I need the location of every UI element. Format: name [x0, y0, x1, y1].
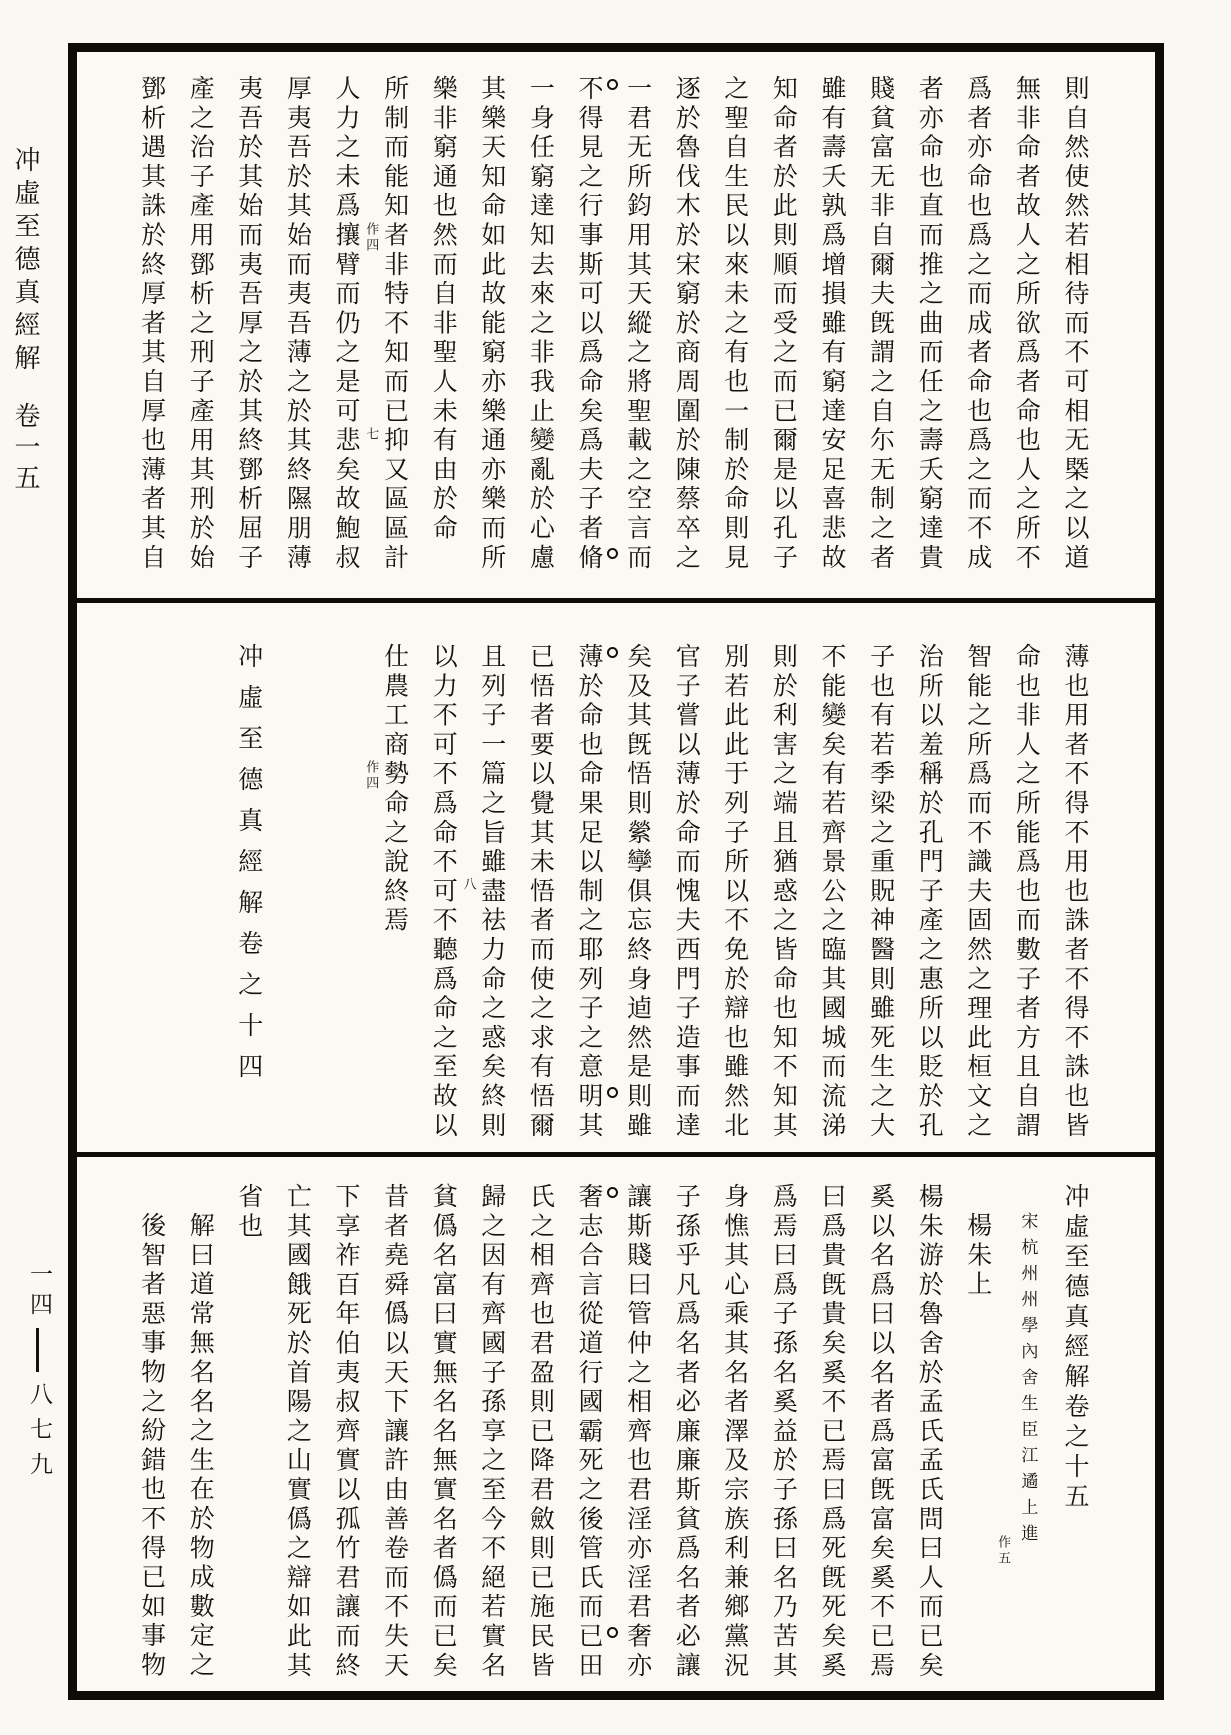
text-column: 產之治子產用鄧析之刑子產用其刑於始 — [186, 75, 216, 574]
text-column: 奢志合言從道行國霸死之後管氏而已田 — [575, 1183, 604, 1682]
margin-volume-label: 卷一五 — [10, 402, 40, 495]
margin-page-number-dash — [36, 1328, 39, 1372]
text-column: 則自然使然若相待而不可相无槩之以道 — [1061, 75, 1090, 574]
text-column: 昔者堯舜僞以天下讓許由善卷而不失天 — [380, 1183, 410, 1682]
text-column: 則於利害之端且猶惑之皆命也知不知其 — [769, 643, 799, 1142]
text-column: 矣及其旣悟則縈孿俱忘終身逌然是則雖 — [623, 643, 653, 1142]
text-column: 省也 — [234, 1183, 264, 1242]
text-column: 者亦命也直而推之曲而任之壽夭窮達貴 — [915, 75, 945, 574]
text-column: 不能變矣有若齊景公之臨其國城而流涕 — [818, 643, 847, 1142]
text-column: 樂非窮通也然而自非聖人未有由於命 — [429, 75, 459, 544]
text-column: 智能之所爲而不識夫固然之理此桓文之 — [963, 643, 993, 1142]
text-column: 奚以名爲曰以名者爲富旣富矣奚不已焉 — [866, 1183, 896, 1682]
text-column: 一身任窮達知去來之非我止變亂於心慮 — [526, 75, 556, 574]
margin-title: 冲虛至德真經解 — [10, 146, 40, 377]
text-column: 子也有若季梁之重貺神醫則雖死生之大 — [866, 643, 896, 1142]
collation-note: 作四 — [363, 221, 379, 254]
text-column: 賤貧富无非自爾夫旣謂之自尓无制之者 — [866, 75, 896, 574]
text-block-middle — [77, 603, 1155, 1152]
chapter-end-column: 冲虛至德真經解卷之十四 — [234, 643, 264, 1094]
section-circle-mark — [607, 1087, 618, 1098]
collation-note: 八 — [460, 877, 476, 894]
section-title-column: 楊朱上 — [963, 1212, 993, 1301]
text-column: 所制而能知者非特不知而已抑又區區計 — [380, 75, 410, 574]
text-column: 一君无所鈞用其天縱之將聖載之空言而 — [623, 75, 653, 574]
section-circle-mark — [607, 1627, 618, 1638]
collation-note: 七 — [363, 426, 379, 443]
text-column: 且列子一篇之旨雖盡祛力命之惑矣終則 — [477, 643, 507, 1142]
text-column: 雖有壽夭孰爲增損雖有窮達安足喜悲故 — [818, 75, 847, 574]
text-column: 其樂天知命如此故能窮亦樂通亦樂而所 — [477, 75, 507, 574]
text-frame — [68, 43, 1164, 1700]
text-block-bottom — [77, 1157, 1155, 1691]
text-column: 以力不可不爲命不可不聽爲命之至故以 — [429, 643, 459, 1142]
text-block-top — [77, 52, 1155, 598]
text-column: 夷吾於其始而夷吾厚之於其終鄧析屈子 — [234, 75, 264, 574]
text-column: 仕農工商勢命之說終焉 — [380, 643, 410, 936]
text-column: 讓斯賤曰管仲之相齊也君淫亦淫君奢亦 — [623, 1183, 653, 1682]
text-column: 無非命者故人之所欲爲者命也人之所不 — [1012, 75, 1042, 574]
text-column: 已悟者要以覺其未悟者而使之求有悟爾 — [526, 643, 556, 1142]
text-column: 曰爲貴旣貴矣奚不已焉曰爲死旣死矣奚 — [818, 1183, 847, 1682]
text-column: 人力之未爲攘臂而仍之是可悲矣故鮑叔 — [332, 75, 361, 574]
text-column: 氏之相齊也君盈則已降君斂則已施民皆 — [526, 1183, 556, 1682]
text-column: 知命者於此則順而受之而已爾是以孔子 — [769, 75, 799, 574]
text-column: 爲者亦命也爲之而成者命也爲之而不成 — [963, 75, 993, 574]
text-column: 治所以羞稱於孔門子產之惠所以貶於孔 — [915, 643, 945, 1142]
margin-page-number: 八七九 — [26, 1382, 52, 1487]
text-column: 下享祚百年伯夷叔齊實以孤竹君讓而終 — [332, 1183, 361, 1682]
text-column: 解曰道常無名名之生在於物成數定之 — [186, 1212, 216, 1682]
text-column: 逐於魯伐木於宋窮於商周圍於陳蔡卒之 — [672, 75, 702, 574]
text-column: 後智者惡事物之紛錯也不得已如事物 — [137, 1212, 167, 1682]
text-column: 鄧析遇其誅於終厚者其自厚也薄者其自 — [137, 75, 167, 574]
text-column: 之聖自生民以來未之有也一制於命則見 — [720, 75, 750, 574]
text-column: 別若此此于列子所以不免於辯也雖然北 — [720, 643, 750, 1142]
text-column: 歸之因有齊國子孫享之至今不絕若實名 — [477, 1183, 507, 1682]
text-column: 亡其國餓死於首陽之山實僞之辯如此其 — [283, 1183, 313, 1682]
text-column: 薄於命也命果足以制之耶列子之意明其 — [575, 643, 604, 1142]
text-column: 官子嘗以薄於命而愧夫西門子造事而達 — [672, 643, 702, 1142]
text-column: 子孫乎凡爲名者必廉廉斯貧爲名者必讓 — [672, 1183, 702, 1682]
collation-note: 作四 — [363, 760, 379, 793]
text-column: 貧僞名富曰實無名名無實名者僞而已矣 — [429, 1183, 459, 1682]
text-column: 厚夷吾於其始而夷吾薄之於其終隰朋薄 — [283, 75, 313, 574]
margin-page-number-volume: 一四 — [26, 1262, 52, 1322]
collation-note: 作五 — [995, 1534, 1011, 1567]
text-column: 不得見之行事斯可以爲命矣爲夫子者脩 — [575, 75, 604, 574]
text-column: 爲焉曰爲子孫名奚益於子孫曰名乃苦其 — [769, 1183, 799, 1682]
attribution-column: 宋杭州州學內舍生臣江遹上進 — [1017, 1212, 1038, 1551]
text-column: 命也非人之所能爲也而數子者方且自謂 — [1012, 643, 1042, 1142]
chapter-title-column: 冲虛至德真經解卷之十五 — [1061, 1183, 1090, 1513]
text-column: 薄也用者不得不用也誅者不得不誅也皆 — [1061, 643, 1090, 1142]
text-column: 楊朱游於魯舍於孟氏孟氏問曰人而已矣 — [915, 1183, 945, 1682]
text-column: 身憔其心乘其名者澤及宗族利兼鄉黨況 — [720, 1183, 750, 1682]
